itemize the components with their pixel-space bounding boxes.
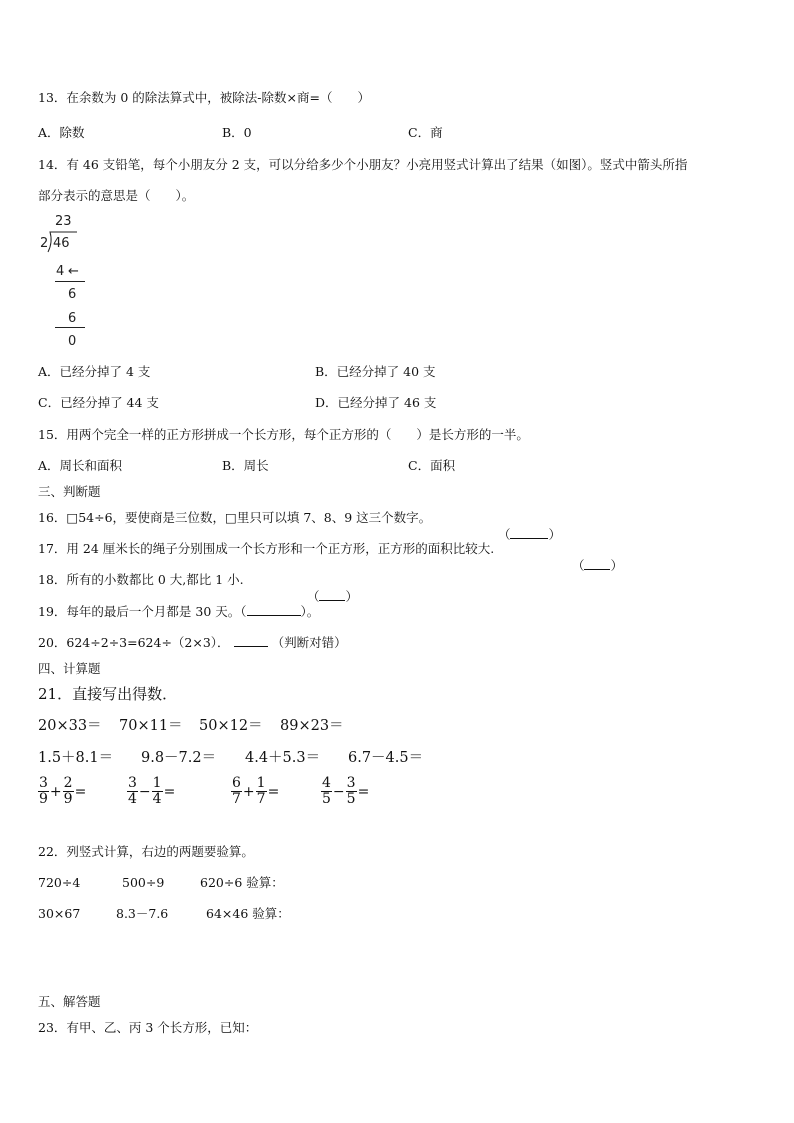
q19-tail: ）。	[300, 604, 320, 619]
q18-text: 18．所有的小数都比 0 大,都比 1 小.	[38, 572, 244, 587]
q16-paren-open: （	[497, 527, 511, 542]
q21-calc-4: 89×23＝	[280, 718, 344, 734]
denominator: 4	[128, 791, 137, 807]
numerator: 2	[63, 775, 73, 791]
denominator: 5	[322, 791, 331, 807]
division-rule-1	[55, 281, 85, 282]
section-4-heading: 四、计算题	[38, 661, 101, 676]
q13-option-a: A．除数	[38, 125, 85, 140]
q17-text: 17．用 24 厘米长的绳子分别围成一个长方形和一个正方形，正方形的面积比较大.	[38, 541, 495, 556]
q18-paren-close: ）	[345, 589, 358, 604]
q15-stem: 15．用两个完全一样的正方形拼成一个长方形，每个正方形的（ ）是长方形的一半。	[38, 427, 529, 442]
q18-answer[interactable]	[299, 572, 358, 605]
q20-blank[interactable]	[234, 634, 268, 647]
q19-text: 19．每年的最后一个月都是 30 天。（	[38, 604, 247, 619]
q18-paren-open: （	[306, 589, 320, 604]
q22-item-6: 64×46 验算：	[206, 906, 290, 921]
q15-option-b: B．周长	[222, 458, 269, 473]
division-step1: 4	[56, 264, 65, 279]
q21-calc-2: 70×11＝	[119, 718, 183, 734]
q16-answer[interactable]	[490, 510, 561, 543]
q21-fraction-expr-2	[127, 776, 176, 807]
q21-calc-6: 9.8－7.2＝	[141, 750, 217, 766]
numerator: 6	[232, 775, 241, 791]
long-division-figure	[38, 214, 118, 354]
division-quotient: 23	[55, 214, 72, 229]
q16-blank[interactable]	[510, 526, 548, 539]
equals-sign: =	[357, 783, 370, 800]
q22-item-1: 720÷4	[38, 875, 81, 890]
numerator: 1	[256, 775, 266, 791]
denominator: 9	[63, 791, 73, 807]
q21-calc-3: 50×12＝	[199, 718, 263, 734]
denominator: 7	[256, 791, 266, 807]
q21-calc-7: 4.4＋5.3＝	[245, 750, 321, 766]
q17-answer[interactable]	[564, 541, 623, 574]
equals-sign: =	[163, 783, 176, 800]
q13-stem: 13．在余数为 0 的除法算式中，被除法-除数×商=（ ）	[38, 90, 370, 105]
denominator: 5	[346, 791, 356, 807]
q15-option-a: A．周长和面积	[38, 458, 123, 473]
q16-paren-close: ）	[548, 527, 561, 542]
q17-blank[interactable]	[584, 557, 610, 570]
division-divisor: 2	[40, 236, 49, 251]
operator: +	[49, 783, 62, 800]
division-remainder2: 0	[68, 334, 77, 349]
denominator: 9	[39, 791, 48, 807]
numerator: 4	[322, 775, 331, 791]
operator: −	[138, 783, 151, 800]
q21-calc-1: 20×33＝	[38, 718, 102, 734]
division-dividend: 46	[53, 236, 70, 251]
q14-stem-line2: 部分表示的意思是（ ）。	[38, 188, 195, 203]
q23-stem: 23．有甲、乙、丙 3 个长方形，已知：	[38, 1020, 258, 1035]
q22-item-4: 30×67	[38, 906, 81, 921]
q13-option-c: C．商	[408, 125, 443, 140]
q14-stem-line1: 14．有 46 支铅笔，每个小朋友分 2 支，可以分给多少个小朋友？小亮用竖式计算出了结果（如图）。竖式中箭头所指	[38, 157, 688, 172]
section-3-heading: 三、判断题	[38, 484, 101, 499]
q21-fraction-expr-4	[321, 776, 370, 807]
q14-option-d: D．已经分掉了 46 支	[315, 395, 437, 410]
q19-blank[interactable]	[247, 603, 301, 616]
numerator: 3	[39, 775, 48, 791]
division-rule-2	[55, 327, 85, 328]
q13-option-b: B．0	[222, 125, 252, 140]
q15-option-c: C．面积	[408, 458, 456, 473]
operator: +	[242, 783, 255, 800]
q17-paren-open: （	[571, 558, 585, 573]
q17-paren-close: ）	[610, 558, 623, 573]
q21-calc-5: 1.5＋8.1＝	[38, 750, 114, 766]
denominator: 7	[232, 791, 241, 807]
numerator: 3	[346, 775, 356, 791]
numerator: 3	[128, 775, 137, 791]
arrow-left-icon: ←	[68, 264, 79, 279]
division-remainder1: 6	[68, 287, 77, 302]
numerator: 1	[152, 775, 162, 791]
q21-fraction-expr-3	[231, 776, 280, 807]
q21-calc-8: 6.7－4.5＝	[348, 750, 424, 766]
q14-option-a: A．已经分掉了 4 支	[38, 364, 151, 379]
q20-line	[38, 634, 347, 651]
operator: −	[332, 783, 345, 800]
q21-fraction-expr-1	[38, 776, 87, 807]
q22-item-5: 8.3－7.6	[116, 906, 169, 921]
division-step2: 6	[68, 311, 77, 326]
q21-stem: 21．直接写出得数．	[38, 685, 178, 703]
denominator: 4	[152, 791, 162, 807]
equals-sign: =	[267, 783, 280, 800]
q14-option-b: B．已经分掉了 40 支	[315, 364, 436, 379]
q16-text: 16．□54÷6，要使商是三位数，□里只可以填 7、8、9 这三个数字。	[38, 510, 432, 525]
q14-option-c: C．已经分掉了 44 支	[38, 395, 159, 410]
q22-item-2: 500÷9	[122, 875, 165, 890]
q22-stem: 22．列竖式计算，右边的两题要验算。	[38, 844, 254, 859]
q20-tail: （判断对错）	[271, 635, 347, 650]
q19-line	[38, 603, 319, 620]
q22-item-3: 620÷6 验算：	[200, 875, 284, 890]
equals-sign: =	[74, 783, 87, 800]
q20-text: 20．624÷2÷3=624÷（2×3）．	[38, 635, 230, 650]
section-5-heading: 五、解答题	[38, 994, 101, 1009]
q18-blank[interactable]	[319, 588, 345, 601]
